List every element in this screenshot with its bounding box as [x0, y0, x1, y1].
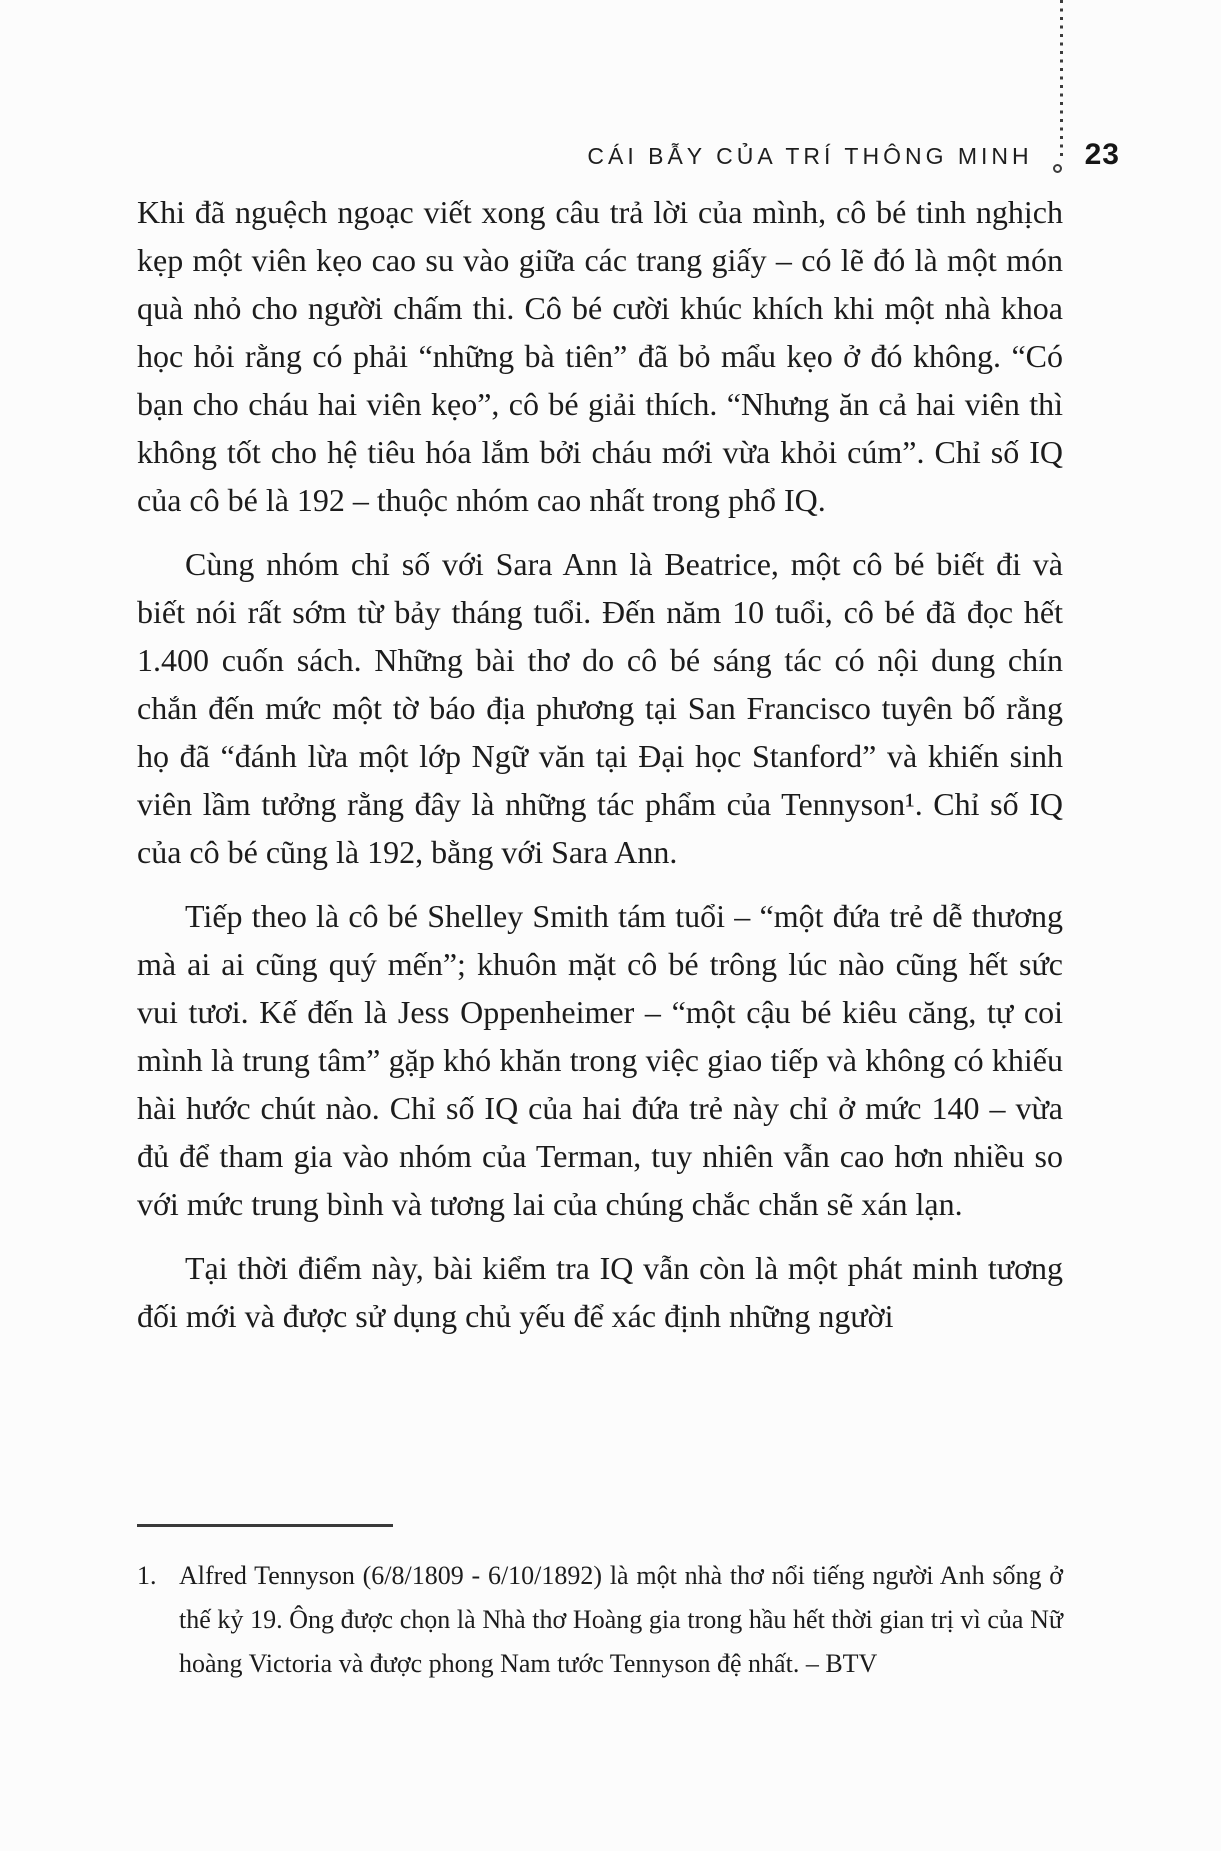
page-number: 23 [1084, 138, 1120, 171]
body-paragraph: Tiếp theo là cô bé Shelley Smith tám tuổi – “một đứa trẻ dễ thương mà ai ai cũng quý mến”; khuôn mặt cô bé trông lúc nào cũng hết sức vui tươi. Kế đến là Jess Oppenheimer – “một cậu bé kiêu căng, tự coi mình là trung tâm” gặp khó khăn trong việc giao tiếp và không có khiếu hài hước chút nào. Chỉ số IQ của hai đứa trẻ này chỉ ở mức 140 – vừa đủ để tham gia vào nhóm của Terman, tuy nhiên vẫn cao hơn nhiều so với mức trung bình và tương lai của chúng chắc chắn sẽ xán lạn. [137, 898, 1063, 1222]
body-paragraph: Tại thời điểm này, bài kiểm tra IQ vẫn còn là một phát minh tương đối mới và được sử dụng chủ yếu để xác định những người [137, 1250, 1063, 1334]
footnote-separator [137, 1524, 393, 1527]
running-header [587, 138, 1120, 172]
footnote-text: Alfred Tennyson (6/8/1809 - 6/10/1892) là một nhà thơ nổi tiếng người Anh sống ở thế kỷ 19. Ông được chọn là Nhà thơ Hoàng gia trong hầu hết thời gian trị vì của Nữ hoàng Victoria và được phong Nam tước Tennyson đệ nhất. – BTV [179, 1561, 1063, 1678]
footnote-marker: 1. [137, 1561, 157, 1590]
running-header-title: CÁI BẪY CỦA TRÍ THÔNG MINH [587, 143, 1033, 169]
footnote [137, 1554, 1063, 1686]
body-paragraph: Khi đã nguệch ngoạc viết xong câu trả lời của mình, cô bé tinh nghịch kẹp một viên kẹo cao su vào giữa các trang giấy – có lẽ đó là một món quà nhỏ cho người chấm thi. Cô bé cười khúc khích khi một nhà khoa học hỏi rằng có phải “những bà tiên” đã bỏ mẩu kẹo ở đó không. “Có bạn cho cháu hai viên kẹo”, cô bé giải thích. “Nhưng ăn cả hai viên thì không tốt cho hệ tiêu hóa lắm bởi cháu mới vừa khỏi cúm”. Chỉ số IQ của cô bé là 192 – thuộc nhóm cao nhất trong phổ IQ. [137, 194, 1063, 518]
dotted-rule [1060, 0, 1063, 158]
body-text [137, 188, 1063, 1340]
body-paragraph: Cùng nhóm chỉ số với Sara Ann là Beatrice, một cô bé biết đi và biết nói rất sớm từ bảy tháng tuổi. Đến năm 10 tuổi, cô bé đã đọc hết 1.400 cuốn sách. Những bài thơ do cô bé sáng tác có nội dung chín chắn đến mức một tờ báo địa phương tại San Francisco tuyên bố rằng họ đã “đánh lừa một lớp Ngữ văn tại Đại học Stanford” và khiến sinh viên lầm tưởng rằng đây là những tác phẩm của Tennyson¹. Chỉ số IQ của cô bé cũng là 192, bằng với Sara Ann. [137, 546, 1063, 870]
